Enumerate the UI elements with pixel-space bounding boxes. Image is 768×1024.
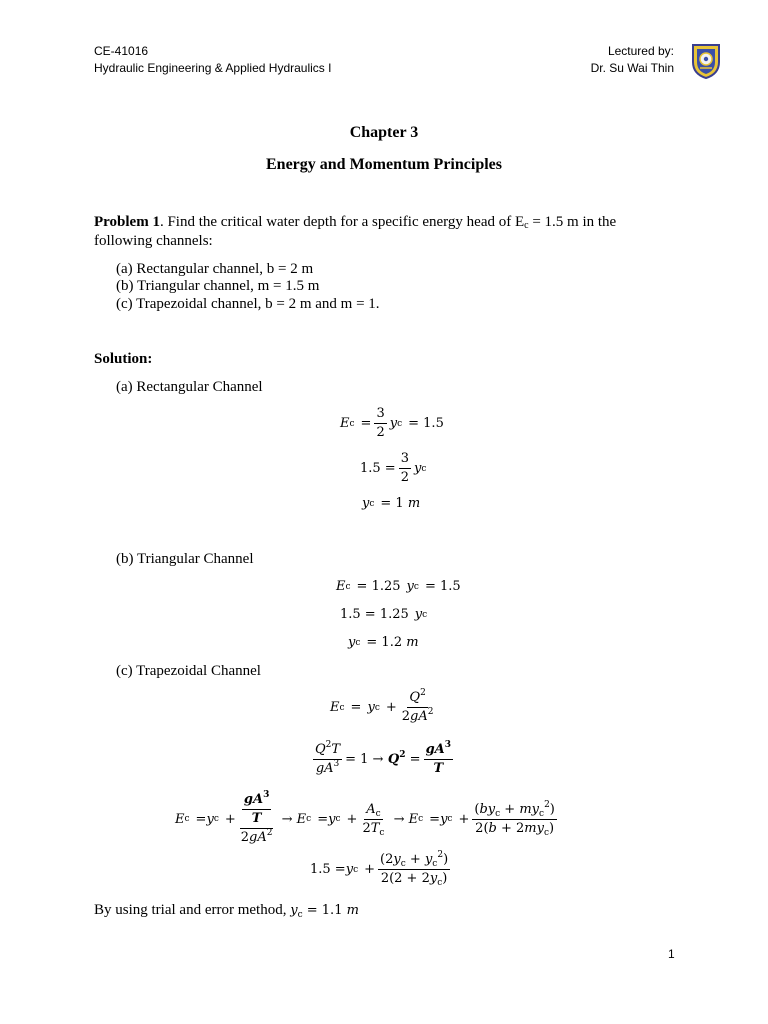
university-crest-logo bbox=[690, 42, 722, 80]
conclusion: By using trial and error method, $y_c = 1.1$ m bbox=[94, 902, 359, 920]
equation-a2: 1.5 = $\frac{3}{2}$ y c bbox=[360, 451, 427, 485]
part-c-heading: (c) Trapezoidal Channel bbox=[116, 663, 261, 679]
equation-c4: 1.5 = y c + $\frac{(2y_c + y_c^2)}{2(2 + 2y_c)}$ bbox=[310, 850, 449, 888]
problem-text-2: = 1.5 m in the bbox=[528, 214, 617, 230]
equation-a1: E c = $\frac{3}{2}$ y c = 1.5 bbox=[340, 406, 444, 440]
problem-item-c: (c) Trapezoidal channel, b = 2 m and m = 1. bbox=[116, 296, 380, 312]
page-number: 1 bbox=[668, 947, 675, 961]
header-right bbox=[591, 43, 674, 77]
problem-label: Problem 1 bbox=[94, 214, 160, 230]
problem-statement bbox=[94, 213, 684, 251]
equation-c2: $\frac{Q^2T}{gA^3}$ = 1 → $Q^2$ = $\frac{gA^3}{T}$ bbox=[315, 740, 452, 776]
chapter-number: Chapter 3 bbox=[349, 124, 419, 141]
equation-b2: 1.5 = 1.25 y c bbox=[340, 607, 428, 622]
part-a-heading: (a) Rectangular Channel bbox=[116, 379, 263, 395]
problem-item-b: (b) Triangular channel, m = 1.5 m bbox=[116, 278, 320, 294]
equation-b3: y c = 1.2 m bbox=[348, 635, 419, 650]
problem-item-a: (a) Rectangular channel, b = 2 m bbox=[116, 261, 314, 277]
lecturer-name: Dr. Su Wai Thin bbox=[590, 61, 674, 75]
problem-text-3: following channels: bbox=[94, 233, 213, 249]
problem-ec-sub: c bbox=[524, 220, 529, 231]
course-code: CE-41016 bbox=[94, 44, 149, 58]
problem-text-1: . Find the critical water depth for a specific energy head of E bbox=[159, 214, 525, 230]
equation-b1: E c = 1.25 y c = 1.5 bbox=[336, 579, 461, 594]
solution-label: Solution: bbox=[94, 351, 153, 367]
conclusion-value: = 1.1 bbox=[306, 903, 347, 918]
course-name: Hydraulic Engineering & Applied Hydraulics I bbox=[94, 61, 332, 75]
header-left bbox=[94, 43, 331, 77]
equation-c1: E c = y c + $\frac{Q^2}{2gA^2}$ bbox=[330, 688, 434, 724]
equation-c3: E c = y c + $\frac{\frac{gA^3}{T}}{2gA^2}$ → E c = y c + $\frac{A_c}{2T_c}$ → E c = y c + $\frac{(by_c + my_c^2)}{2(b + 2my_c)}$ bbox=[175, 790, 555, 845]
lecturer-label: Lectured by: bbox=[607, 44, 674, 58]
equation-a3: y c = 1 m bbox=[362, 496, 421, 511]
part-b-heading: (b) Triangular Channel bbox=[116, 551, 254, 567]
chapter-title: Energy and Momentum Principles bbox=[266, 156, 502, 173]
conclusion-text: By using trial and error method, bbox=[94, 902, 291, 918]
